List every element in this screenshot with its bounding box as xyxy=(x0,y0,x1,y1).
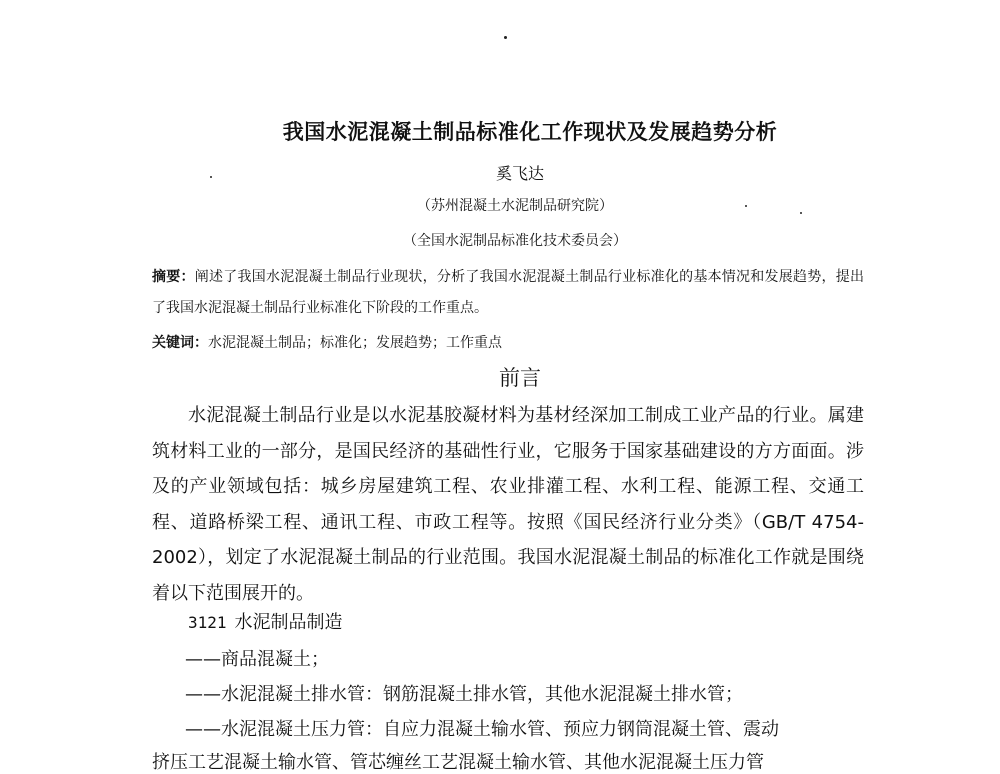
affiliation-1: （苏州混凝土水泥制品研究院） xyxy=(417,198,613,214)
paper-title: 我国水泥混凝土制品标准化工作现状及发展趋势分析 xyxy=(282,120,778,144)
category-line xyxy=(188,608,343,634)
list-item: ——水泥混凝土排水管：钢筋混凝土排水管，其他水泥混凝土排水管； xyxy=(185,684,743,705)
category-name: 水泥制品制造 xyxy=(234,612,343,633)
keywords-text: 水泥混凝土制品；标准化；发展趋势；工作重点 xyxy=(208,335,502,351)
list-item: ——水泥混凝土压力管：自应力混凝土输水管、预应力钢筒混凝土管、震动 xyxy=(185,719,779,740)
cut-off-line: 挤压工艺混凝土输水管、管芯缠丝工艺混凝土输水管、其他水泥混凝土压力管 xyxy=(152,752,764,773)
abstract-text: 阐述了我国水泥混凝土制品行业现状，分析了我国水泥混凝土制品行业标准化的基本情况和发展趋势，提出了我国水泥混凝土制品行业标准化下阶段的工作重点。 xyxy=(152,269,865,316)
list-item: ——商品混凝土； xyxy=(185,649,329,670)
intro-paragraph: 水泥混凝土制品行业是以水泥基胶凝材料为基材经深加工制成工业产品的行业。属建筑材料工业的一部分，是国民经济的基础性行业，它服务于国家基础建设的方方面面。涉及的产业领域包括：城乡房屋建筑工程、农业排灌工程、水利工程、能源工程、交通工程、道路桥梁工程、通讯工程、市政工程等。按照《国民经济行业分类》（GB/T 4754-2002），划定了水泥混凝土制品的行业范围。我国水泥混凝土制品的标准化工作就是围绕着以下范围展开的。 xyxy=(152,405,864,604)
keywords xyxy=(152,329,864,357)
abstract-label: 摘要： xyxy=(152,269,195,285)
category-code: 3121 xyxy=(188,613,227,632)
author-name: 奚飞达 xyxy=(495,164,544,183)
scan-speck xyxy=(504,36,507,39)
keywords-label: 关键词： xyxy=(152,335,208,351)
abstract xyxy=(152,262,864,324)
section-heading: 前言 xyxy=(499,366,541,390)
affiliation-2: （全国水泥制品标准化技术委员会） xyxy=(403,233,627,249)
